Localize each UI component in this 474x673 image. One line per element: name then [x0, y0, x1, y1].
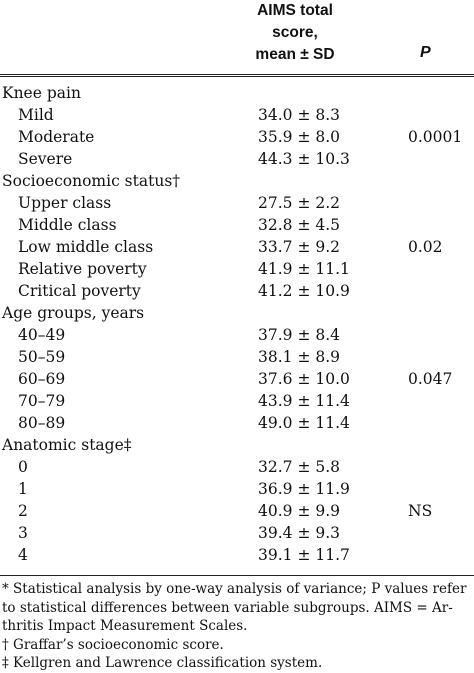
aims-score-cell: 37.9 ± 8.4: [258, 326, 341, 344]
p-value-cell: 0.047: [408, 370, 453, 388]
aims-score-cell: 33.7 ± 9.2: [258, 238, 341, 256]
header-top-rule: [0, 74, 474, 75]
aims-score-cell: 44.3 ± 10.3: [258, 150, 350, 168]
table-row: [0, 368, 474, 390]
table-row: [0, 214, 474, 236]
p-value-cell: 0.02: [408, 238, 443, 256]
row-label: 80–89: [18, 414, 66, 432]
footnote-line: to statistical differences between variable subgroups. AIMS = Ar-: [2, 599, 453, 616]
table-row: [0, 346, 474, 368]
aims-score-cell: 32.7 ± 5.8: [258, 458, 341, 476]
row-label: Relative poverty: [18, 260, 147, 278]
table-row: [0, 544, 474, 566]
table-row: [0, 280, 474, 302]
aims-score-cell: 43.9 ± 11.4: [258, 392, 350, 410]
row-label: 70–79: [18, 392, 66, 410]
footnote-line: ‡ Kellgren and Lawrence classification system.: [2, 655, 323, 671]
score-header-line-1: AIMS total: [257, 2, 333, 19]
table-row: [0, 412, 474, 434]
footnote-line: thritis Impact Measurement Scales.: [2, 618, 248, 634]
group-label: Socioeconomic status†: [2, 172, 181, 190]
table-row: [0, 500, 474, 522]
aims-score-cell: 27.5 ± 2.2: [258, 194, 341, 212]
row-label: 4: [18, 546, 28, 564]
table-group-row: [0, 82, 474, 104]
aims-score-cell: 34.0 ± 8.3: [258, 106, 341, 124]
group-label: Knee pain: [2, 84, 81, 102]
table-row: [0, 522, 474, 544]
score-header-line-3: mean ± SD: [255, 46, 335, 63]
table-row: [0, 478, 474, 500]
aims-score-cell: 38.1 ± 8.9: [258, 348, 341, 366]
row-label: Middle class: [18, 216, 117, 234]
table-group-row: [0, 434, 474, 456]
group-label: Age groups, years: [2, 304, 145, 322]
table-footnotes: [2, 580, 472, 673]
table-row: [0, 126, 474, 148]
row-label: Severe: [18, 150, 73, 168]
table-row: [0, 104, 474, 126]
aims-score-cell: 36.9 ± 11.9: [258, 480, 350, 498]
table-row: [0, 192, 474, 214]
table-row: [0, 324, 474, 346]
table-row: [0, 456, 474, 478]
aims-score-cell: 37.6 ± 10.0: [258, 370, 350, 388]
table-row: [0, 236, 474, 258]
row-label: 40–49: [18, 326, 66, 344]
row-label: 2: [18, 502, 28, 520]
row-label: Mild: [18, 106, 54, 124]
aims-score-cell: 39.1 ± 11.7: [258, 546, 350, 564]
aims-score-cell: 41.9 ± 11.1: [258, 260, 350, 278]
row-label: 3: [18, 524, 28, 542]
aims-score-cell: 41.2 ± 10.9: [258, 282, 350, 300]
table-group-row: [0, 170, 474, 192]
p-value-cell: 0.0001: [408, 128, 463, 146]
row-label: Upper class: [18, 194, 112, 212]
row-label: 0: [18, 458, 28, 476]
aims-score-cell: 39.4 ± 9.3: [258, 524, 341, 542]
table-group-row: [0, 302, 474, 324]
group-label: Anatomic stage‡: [2, 436, 132, 454]
row-label: Critical poverty: [18, 282, 141, 300]
header-bottom-rule: [0, 76, 474, 77]
aims-score-cell: 35.9 ± 8.0: [258, 128, 341, 146]
row-label: Moderate: [18, 128, 95, 146]
footnote-line: † Graffar’s socioeconomic score.: [2, 636, 224, 653]
row-label: 50–59: [18, 348, 66, 366]
row-label: 60–69: [18, 370, 66, 388]
table-row: [0, 148, 474, 170]
p-value-cell: NS: [408, 502, 433, 520]
score-column-header: [210, 0, 380, 66]
footnote-line: * Statistical analysis by one-way analysis of variance; P values refer: [2, 581, 467, 597]
aims-score-cell: 49.0 ± 11.4: [258, 414, 350, 432]
table-row: [0, 258, 474, 280]
aims-score-cell: 40.9 ± 9.9: [258, 502, 341, 520]
table-bottom-rule: [0, 575, 474, 576]
p-column-header: P: [420, 44, 431, 61]
aims-score-cell: 32.8 ± 4.5: [258, 216, 341, 234]
row-label: Low middle class: [18, 238, 154, 256]
table-row: [0, 390, 474, 412]
score-header-line-2: score,: [272, 24, 318, 41]
row-label: 1: [18, 480, 28, 498]
